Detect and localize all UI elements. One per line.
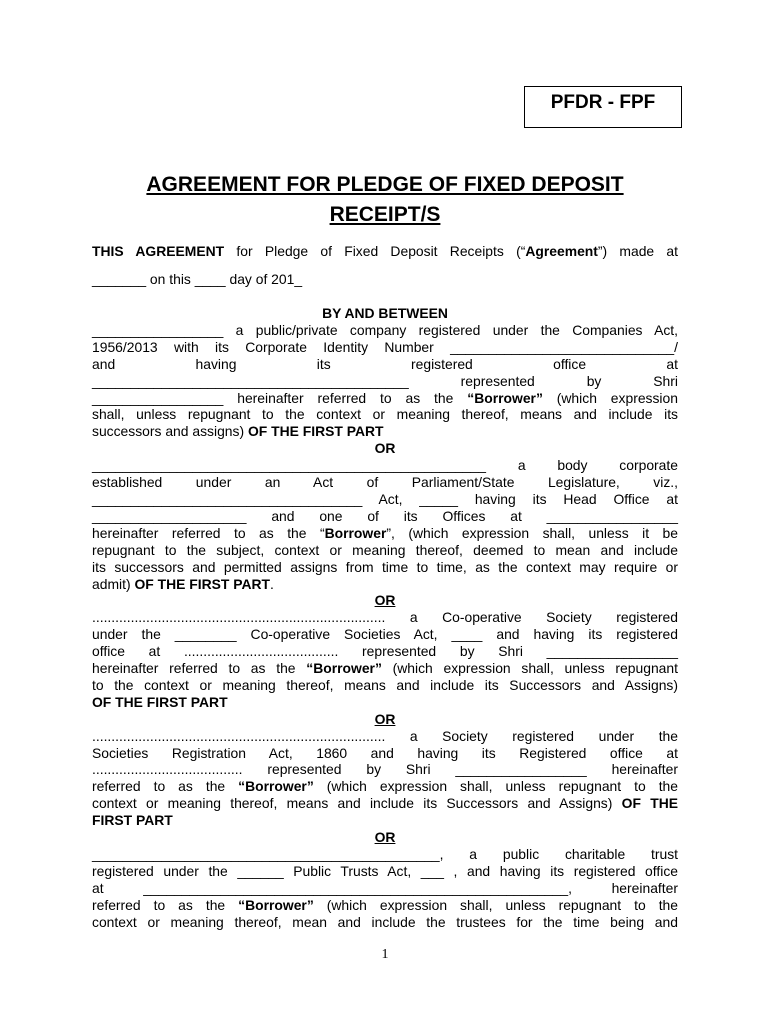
text-line [92, 390, 678, 407]
text-span: referred to as the [92, 778, 239, 795]
company-paragraph [92, 322, 678, 440]
text-span: (which expression shall, unless repugnant to the [313, 778, 679, 795]
text-span: ”, (which expression shall, unless it be [386, 524, 678, 541]
borrower-term: “Borrower” [306, 660, 382, 677]
first-part-label: OF THE FIRST PART [134, 575, 271, 592]
text-line: ____________________ and one of its Offices at _________________ [92, 507, 678, 524]
text-line: shall, unless repugnant to the context or meaning thereof, means and include its [92, 406, 678, 423]
intro-text: ”) made at [597, 243, 679, 259]
text-span: admit) [92, 575, 135, 592]
text-line: _____________________________________________, a public charitable trust [92, 846, 678, 862]
text-line: 1956/2013 with its Corporate Identity Number _____________________________/ [92, 338, 678, 355]
borrower-term: “Borrower” [238, 896, 314, 913]
first-part-label: FIRST PART [92, 812, 173, 829]
intro-text: for Pledge of Fixed Deposit Receipts (“ [224, 243, 526, 259]
text-line [92, 795, 678, 812]
text-line: ___________________________________________________ a body corporate [92, 457, 678, 474]
cooperative-paragraph [92, 609, 678, 710]
intro-line [92, 237, 678, 265]
borrower-term: Borrower [324, 524, 387, 541]
agreement-title: AGREEMENT FOR PLEDGE OF FIXED DEPOSIT RECEIPT/S [146, 173, 624, 226]
first-part-label: OF THE [621, 795, 678, 812]
text-span: (which expression shall, unless repugnant to the [313, 896, 679, 913]
text-line: _________________ a public/private company registered under the Companies Act, [92, 321, 678, 338]
or-separator: OR [374, 592, 396, 609]
text-span: . [270, 575, 274, 592]
text-line: ............................................................................ a Society registered under the [92, 727, 678, 744]
text-line [92, 576, 678, 593]
text-line: to the context or meaning thereof, means and include its Successors and Assigns) [92, 676, 678, 693]
text-line: under the ________ Co-operative Societies Act, ____ and having its registered [92, 626, 678, 643]
text-line: ___________________________________ Act, _____ having its Head Office at [92, 490, 678, 507]
text-line: established under an Act of Parliament/State Legislature, viz., [92, 474, 678, 491]
text-line: ....................................... represented by Shri _________________ hereinafter [92, 761, 678, 778]
text-line: its successors and permitted assigns from time to time, as the context may require or [92, 558, 678, 575]
text-line: _________________________________________ represented by Shri [92, 372, 678, 389]
intro-paragraph [92, 237, 678, 293]
first-part-label: OF THE FIRST PART [247, 423, 384, 440]
by-and-between-heading: BY AND BETWEEN [322, 305, 448, 321]
or-separator: OR [374, 440, 396, 457]
text-line: repugnant to the subject, context or meaning thereof, deemed to mean and include [92, 541, 678, 558]
borrower-term: “Borrower” [238, 778, 314, 795]
first-part-label: OF THE FIRST PART [92, 693, 228, 710]
this-agreement-label: THIS AGREEMENT [92, 243, 225, 259]
text-line: context or meaning thereof, mean and include the trustees for the time being and [92, 913, 678, 930]
text-line [92, 525, 678, 542]
agreement-body [92, 237, 678, 931]
text-line: Societies Registration Act, 1860 and having its Registered office at [92, 744, 678, 761]
agreement-term: Agreement [525, 243, 598, 259]
text-line [92, 778, 678, 795]
society-paragraph [92, 728, 678, 829]
text-line [92, 897, 678, 914]
borrower-term: “Borrower” [467, 389, 543, 406]
or-separator: OR [374, 829, 396, 846]
text-line: and having its registered office at [92, 355, 678, 372]
document-code-box: PFDR - FPF [524, 86, 682, 128]
intro-line: _______ on this ____ day of 201_ [92, 271, 303, 287]
or-separator: OR [374, 710, 396, 727]
text-line [92, 423, 678, 440]
text-span: successors and assigns) [92, 423, 248, 440]
text-span: hereinafter referred to as the [92, 660, 307, 677]
text-span: _________________ hereinafter referred to as the [92, 389, 468, 406]
text-line: ............................................................................ a Co-operative Society registered [92, 609, 678, 626]
text-span: hereinafter referred to as the “ [92, 524, 325, 541]
text-span: referred to as the [92, 896, 239, 913]
text-span: context or meaning thereof, means and include its Successors and Assigns) [92, 795, 622, 812]
text-span: (which expression shall, unless repugnant [381, 660, 678, 677]
text-line: registered under the ______ Public Trusts Act, ___ , and having its registered office [92, 862, 678, 879]
text-line: office at ........................................ represented by Shri _________________ [92, 643, 678, 660]
text-span: (which expression [542, 389, 678, 406]
text-line: at _______________________________________________________, hereinafter [92, 879, 678, 896]
page-number: 1 [381, 947, 389, 962]
trust-paragraph [92, 846, 678, 931]
text-line [92, 660, 678, 677]
body-corporate-paragraph [92, 457, 678, 592]
